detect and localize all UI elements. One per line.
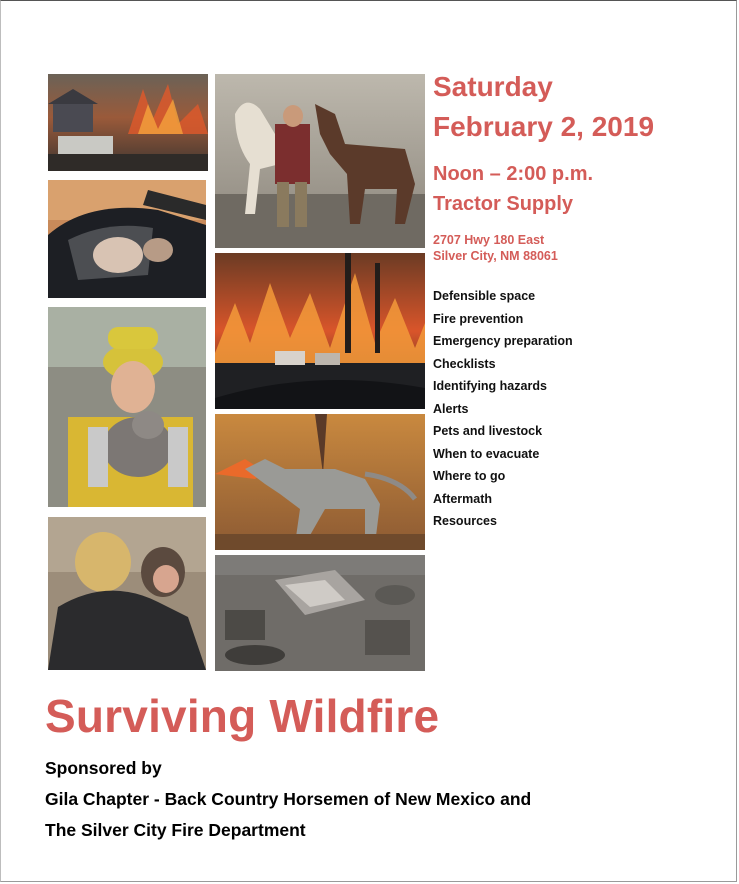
sponsor-line-1: Gila Chapter - Back Country Horsemen of New Mexico and: [45, 789, 532, 809]
topic-item: Identifying hazards: [433, 379, 547, 393]
topics-list: [433, 286, 573, 534]
event-time: Noon – 2:00 p.m.: [433, 163, 594, 185]
sponsor-intro: Sponsored by: [45, 758, 162, 778]
event-time-venue: [433, 159, 593, 219]
flyer-title: Surviving Wildfire: [45, 690, 440, 742]
event-date: [433, 67, 654, 147]
photo-horses-evacuation: [215, 74, 425, 248]
address-line-2: Silver City, NM 88061: [433, 249, 558, 263]
topic-item: Aftermath: [433, 491, 493, 506]
topic-item: Defensible space: [433, 289, 536, 303]
event-venue: Tractor Supply: [433, 193, 574, 215]
topic-item: Where to go: [433, 469, 506, 483]
topic-item: Checklists: [433, 356, 496, 371]
topic-item: When to evacuate: [433, 446, 540, 461]
address-line-1: 2707 Hwy 180 East: [433, 233, 545, 247]
topic-item: Pets and livestock: [433, 424, 543, 438]
photo-dogs-in-car: [48, 180, 206, 298]
topic-item: Emergency preparation: [433, 334, 573, 348]
topic-item: Alerts: [433, 401, 469, 416]
photo-horse-in-smoke: [215, 414, 425, 550]
topic-item: Resources: [433, 514, 497, 528]
photo-burned-neighborhood: [215, 555, 425, 671]
topic-item: Fire prevention: [433, 311, 524, 326]
sponsor-line-2: The Silver City Fire Department: [45, 820, 306, 840]
event-address: [433, 232, 558, 264]
event-day: Saturday: [433, 71, 553, 102]
photo-women-hugging: [48, 517, 206, 670]
photo-burning-house: [48, 74, 208, 171]
photo-firefighter-with-cat: [48, 307, 206, 507]
event-full-date: February 2, 2019: [433, 111, 655, 142]
sponsor-block: [45, 753, 531, 846]
photo-fire-traffic: [215, 253, 425, 409]
